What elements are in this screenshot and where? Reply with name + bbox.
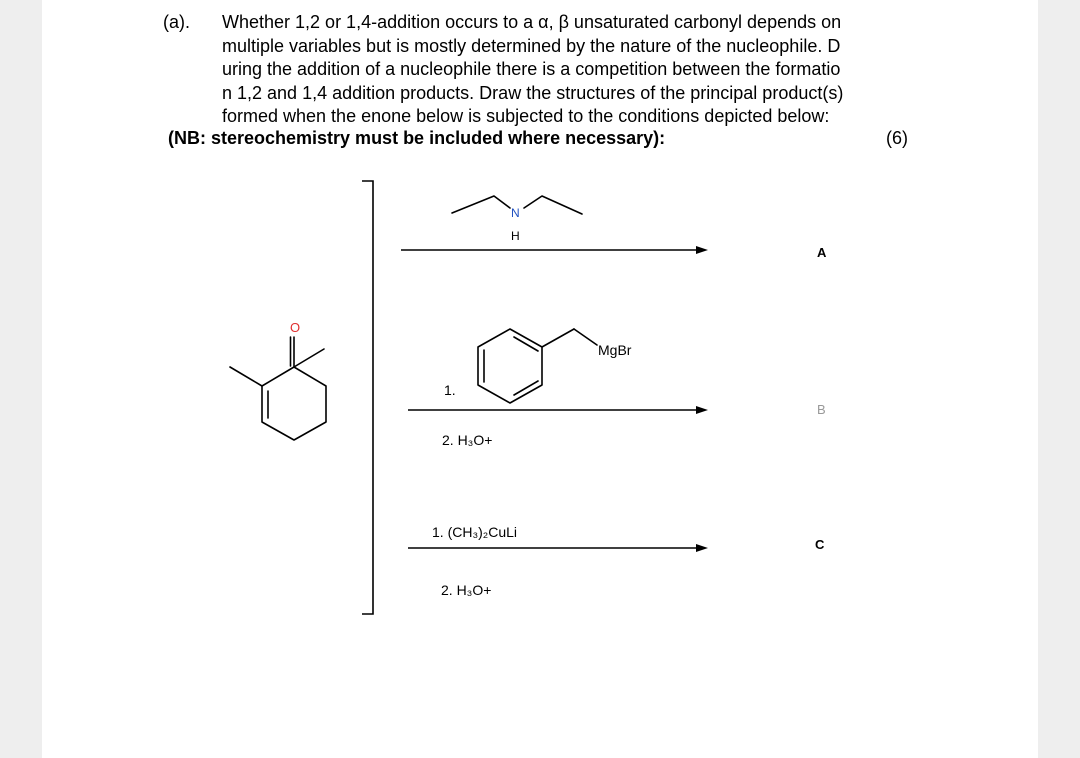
question-line: formed when the enone below is subjected to the conditions depicted below:: [222, 106, 830, 126]
acetyl-methyl-bond: [294, 349, 324, 367]
methyl-bond: [230, 367, 262, 386]
step1-number-b: 1.: [444, 382, 456, 398]
question-line: uring the addition of a nucleophile there is a competition between the formatio: [222, 59, 841, 79]
reaction-bracket: [362, 181, 373, 614]
benzyl-grignard-structure: [478, 329, 597, 403]
step1-label-c: 1. (CH₃)₂CuLi: [432, 524, 518, 540]
arrow-b: [408, 406, 708, 414]
amine-nitrogen: N: [511, 206, 520, 220]
question-line: Whether 1,2 or 1,4-addition occurs to a α, β unsaturated carbonyl depends on: [222, 12, 842, 32]
arrow-c: [408, 544, 708, 552]
cyclohexene-ring: [262, 367, 326, 440]
step2-label-c: 2. H₃O+: [441, 582, 492, 598]
arrow-a: [401, 246, 708, 254]
step2-label-b: 2. H₃O+: [442, 432, 493, 448]
question-line: multiple variables but is mostly determined by the nature of the nucleophile. D: [222, 35, 841, 56]
marks: (6): [886, 128, 908, 148]
oxygen-atom: O: [290, 320, 301, 335]
product-label-a: A: [817, 245, 827, 260]
question-label: (a).: [163, 12, 190, 32]
grignard-label: MgBr: [598, 342, 632, 358]
product-label-c: C: [815, 537, 825, 552]
enone-structure: [230, 337, 326, 440]
product-label-b: B: [817, 402, 826, 417]
nb-note: (NB: stereochemistry must be included where necessary):: [168, 128, 666, 148]
amine-hydrogen: H: [511, 229, 520, 243]
question-line: n 1,2 and 1,4 addition products. Draw the structures of the principal product(s): [222, 82, 844, 103]
